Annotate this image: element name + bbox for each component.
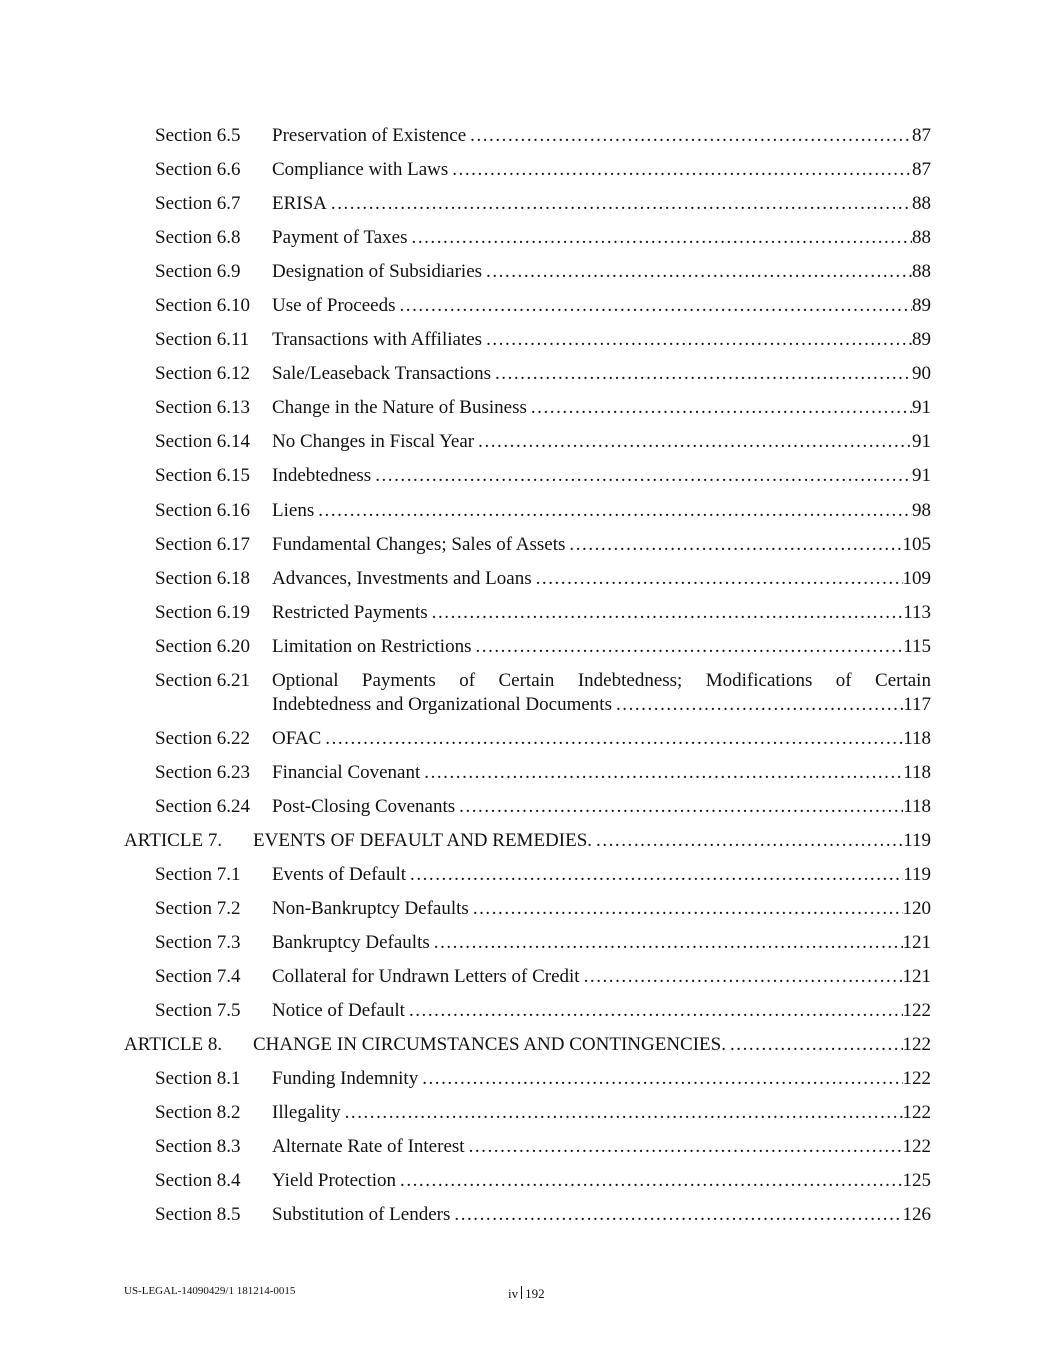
toc-entry[interactable] — [0, 601, 1055, 635]
toc-entry[interactable] — [0, 1169, 1055, 1203]
toc-entry[interactable] — [0, 1067, 1055, 1101]
toc-entry[interactable] — [0, 999, 1055, 1033]
toc-entry-page: 121 — [902, 966, 931, 988]
toc-entry-page: 88 — [912, 193, 931, 215]
toc-entry[interactable] — [0, 1135, 1055, 1169]
toc-entry-title: Fundamental Changes; Sales of Assets — [272, 533, 566, 555]
article-title: EVENTS OF DEFAULT AND REMEDIES. — [253, 829, 593, 851]
toc-entry-page: 88 — [912, 261, 931, 283]
toc-entry[interactable] — [0, 328, 1055, 362]
toc-entry-page: 119 — [903, 863, 931, 885]
toc-entry-number: Section 8.4 — [155, 1170, 241, 1192]
toc-entry-number: Section 6.21 — [155, 669, 250, 691]
toc-entry-number: Section 7.2 — [155, 897, 241, 919]
toc-entry-page: 115 — [903, 635, 931, 657]
toc-entry-number: Section 6.10 — [155, 295, 250, 317]
toc-entry[interactable] — [0, 761, 1055, 795]
toc-entry-number: Section 6.20 — [155, 635, 250, 657]
toc-entry-page: 88 — [912, 227, 931, 249]
toc-entry-page: 122 — [902, 1102, 931, 1124]
toc-entry-title: ERISA — [272, 193, 327, 215]
toc-entry-number: Section 6.22 — [155, 727, 250, 749]
toc-entry-title: Compliance with Laws — [272, 159, 449, 181]
toc-entry[interactable] — [0, 533, 1055, 567]
toc-entry-page: 98 — [912, 499, 931, 521]
toc-entry-number: Section 6.7 — [155, 193, 241, 215]
toc-entry[interactable] — [0, 396, 1055, 430]
toc-entry-number: Section 6.19 — [155, 601, 250, 623]
toc-entry-title: Post-Closing Covenants — [272, 795, 456, 817]
toc-entry-page: 113 — [903, 601, 931, 623]
toc-entry[interactable] — [0, 192, 1055, 226]
toc-entry-page: 91 — [912, 465, 931, 487]
toc-entry[interactable] — [0, 294, 1055, 328]
toc-entry-title: Non-Bankruptcy Defaults — [272, 897, 469, 919]
toc-entry-title: Notice of Default — [272, 1000, 405, 1022]
toc-entry-number: Section 6.24 — [155, 795, 250, 817]
toc-entry[interactable] — [0, 430, 1055, 464]
toc-entry-number: Section 7.3 — [155, 932, 241, 954]
page-count: 192 — [525, 1286, 545, 1301]
toc-entry-title: Bankruptcy Defaults — [272, 932, 430, 954]
toc-entry-page: 109 — [902, 567, 931, 589]
toc-entry[interactable] — [0, 669, 1055, 727]
toc-entry-title-line1: Optional Payments of Certain Indebtedness; Modifications of Certain — [272, 669, 931, 691]
toc-entry-number: Section 6.9 — [155, 261, 241, 283]
toc-entry-number: Section 6.14 — [155, 431, 250, 453]
page-roman: iv — [508, 1286, 519, 1301]
table-of-contents — [0, 124, 1055, 1237]
toc-entry[interactable] — [0, 1203, 1055, 1237]
toc-entry-page: 90 — [912, 363, 931, 385]
toc-entry[interactable] — [0, 567, 1055, 601]
toc-entry-number: Section 6.11 — [155, 329, 250, 351]
toc-entry-title-line2: Indebtedness and Organizational Documents — [272, 693, 612, 715]
toc-entry-page: 89 — [912, 295, 931, 317]
toc-entry-page: 89 — [912, 329, 931, 351]
toc-entry-title: Events of Default — [272, 863, 407, 885]
toc-entry[interactable] — [0, 727, 1055, 761]
toc-entry[interactable] — [0, 931, 1055, 965]
toc-entry[interactable] — [0, 226, 1055, 260]
toc-entry-title: Alternate Rate of Interest — [272, 1136, 465, 1158]
toc-entry-title: Restricted Payments — [272, 601, 428, 623]
toc-entry[interactable] — [0, 124, 1055, 158]
document-id: US-LEGAL-14090429/1 181214-0015 — [124, 1285, 296, 1297]
toc-entry-page: 122 — [902, 1136, 931, 1158]
toc-entry-title: Financial Covenant — [272, 761, 421, 783]
toc-entry-number: Section 6.23 — [155, 761, 250, 783]
toc-entry-title: No Changes in Fiscal Year — [272, 431, 475, 453]
toc-entry-number: Section 7.1 — [155, 863, 241, 885]
toc-entry-title: Limitation on Restrictions — [272, 635, 472, 657]
toc-entry-page: 91 — [912, 397, 931, 419]
toc-entry-number: Section 6.15 — [155, 465, 250, 487]
toc-entry-number: Section 8.1 — [155, 1068, 241, 1090]
toc-entry-page: 122 — [902, 1068, 931, 1090]
toc-entry-title: Use of Proceeds — [272, 295, 396, 317]
toc-entry-page: 87 — [912, 159, 931, 181]
toc-entry-page: 118 — [903, 727, 931, 749]
toc-entry-number: Section 6.8 — [155, 227, 241, 249]
toc-entry-page: 118 — [903, 795, 931, 817]
toc-entry-page: 121 — [902, 932, 931, 954]
article-number: ARTICLE 8. — [124, 1034, 223, 1056]
toc-article-entry[interactable] — [0, 829, 1055, 863]
toc-entry-title: Yield Protection — [272, 1170, 397, 1192]
page-divider — [521, 1286, 522, 1299]
toc-entry-title: Illegality — [272, 1102, 341, 1124]
toc-entry-page: 87 — [912, 125, 931, 146]
toc-entry-title: Funding Indemnity — [272, 1068, 419, 1090]
toc-entry[interactable] — [0, 1101, 1055, 1135]
toc-entry-title: Transactions with Affiliates — [272, 329, 483, 351]
toc-entry-title: Substitution of Lenders — [272, 1204, 451, 1226]
toc-entry-title: Payment of Taxes — [272, 227, 408, 249]
toc-entry-number: Section 6.18 — [155, 567, 250, 589]
toc-entry-number: Section 6.5 — [155, 125, 241, 146]
toc-entry[interactable] — [0, 260, 1055, 294]
article-title: CHANGE IN CIRCUMSTANCES AND CONTINGENCIES. — [253, 1034, 726, 1056]
toc-entry-title: Preservation of Existence — [272, 125, 467, 146]
toc-entry[interactable] — [0, 635, 1055, 669]
toc-entry-title: OFAC — [272, 727, 322, 749]
toc-entry-page: 91 — [912, 431, 931, 453]
toc-entry-page: 122 — [902, 1000, 931, 1022]
toc-entry[interactable] — [0, 863, 1055, 897]
toc-entry-title: Collateral for Undrawn Letters of Credit — [272, 966, 580, 988]
toc-entry-page: 120 — [902, 897, 931, 919]
toc-entry-number: Section 8.2 — [155, 1102, 241, 1124]
toc-entry-number: Section 6.17 — [155, 533, 250, 555]
toc-entry-title: Indebtedness — [272, 465, 372, 487]
toc-entry-number: Section 6.16 — [155, 499, 250, 521]
toc-entry[interactable] — [0, 897, 1055, 931]
toc-entry-page: 118 — [903, 761, 931, 783]
toc-entry-number: Section 6.13 — [155, 397, 250, 419]
toc-entry-page: 126 — [902, 1204, 931, 1226]
toc-article-entry[interactable] — [0, 1033, 1055, 1067]
toc-entry-page: 122 — [902, 1034, 931, 1056]
toc-entry-number: Section 6.12 — [155, 363, 250, 385]
toc-entry-title: Change in the Nature of Business — [272, 397, 527, 419]
toc-entry[interactable] — [0, 464, 1055, 498]
toc-entry[interactable] — [0, 965, 1055, 999]
toc-entry-title: Designation of Subsidiaries — [272, 261, 483, 283]
toc-entry-title: Liens — [272, 499, 315, 521]
toc-entry-page: 105 — [902, 533, 931, 555]
toc-entry-title: Advances, Investments and Loans — [272, 567, 532, 589]
toc-entry-page: 119 — [903, 829, 931, 851]
toc-entry[interactable] — [0, 795, 1055, 829]
toc-entry-number: Section 6.6 — [155, 159, 241, 181]
toc-entry-title: Sale/Leaseback Transactions — [272, 363, 491, 385]
toc-entry-number: Section 7.5 — [155, 1000, 241, 1022]
page-number — [508, 1286, 545, 1302]
article-number: ARTICLE 7. — [124, 829, 223, 851]
toc-entry[interactable] — [0, 499, 1055, 533]
toc-entry-number: Section 8.3 — [155, 1136, 241, 1158]
toc-entry[interactable] — [0, 158, 1055, 192]
toc-entry-page: 117 — [903, 693, 931, 715]
toc-entry-number: Section 8.5 — [155, 1204, 241, 1226]
toc-entry-number: Section 7.4 — [155, 966, 241, 988]
toc-entry-page: 125 — [902, 1170, 931, 1192]
toc-entry[interactable] — [0, 362, 1055, 396]
